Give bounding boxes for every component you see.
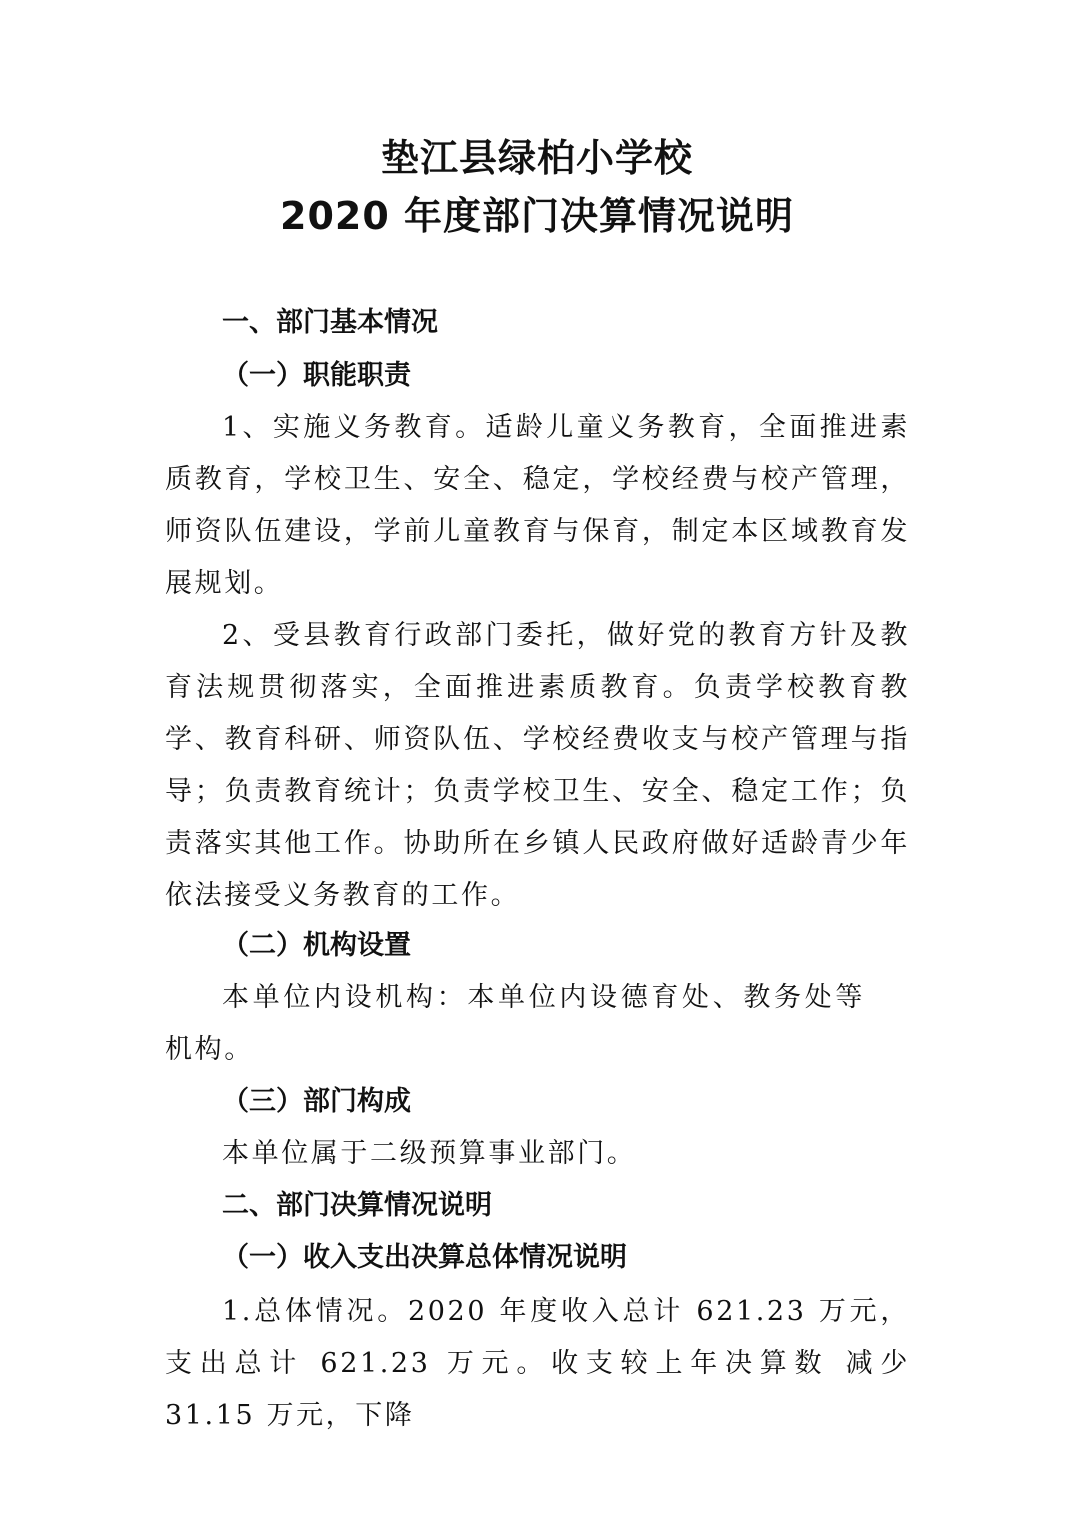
- paragraph-organization: 本单位内设机构：本单位内设德育处、教务处等机构。: [165, 982, 865, 1065]
- paragraph-functions-2: 2、受县教育行政部门委托，做好党的教育方针及教育法规贯彻落实，全面推进素质教育。负责学校教育教学、教育科研、师资队伍、学校经费收支与校产管理与指导；负责教育统计；负责学校卫生、安全、稳定工作；负责落实其他工作。协助所在乡镇人民政府做好适龄青少年依法接受义务教育的工作。: [165, 620, 910, 911]
- subheading-organization: （二）机构设置: [222, 930, 411, 961]
- subheading-income-expenditure: （一）收入支出决算总体情况说明: [222, 1242, 627, 1273]
- paragraph-composition: 本单位属于二级预算事业部门。: [222, 1138, 637, 1169]
- section-heading-basic-info: 一、部门基本情况: [222, 307, 438, 338]
- paragraph-overall-situation: 1.总体情况。2020 年度收入总计 621.23 万元，支出总计 621.23 万元。收支较上年决算数 减少 31.15 万元，下降: [165, 1296, 910, 1431]
- paragraph-functions-1: 1、实施义务教育。适龄儿童义务教育，全面推进素质教育，学校卫生、安全、稳定，学校经费与校产管理，师资队伍建设，学前儿童教育与保育，制定本区域教育发展规划。: [165, 412, 910, 599]
- document-title-line2: 2020 年度部门决算情况说明: [280, 194, 794, 238]
- section-heading-final-accounts: 二、部门决算情况说明: [222, 1190, 492, 1221]
- document-title-line1: 垫江县绿柏小学校: [380, 136, 693, 180]
- subheading-functions: （一）职能职责: [222, 360, 411, 391]
- subheading-composition: （三）部门构成: [222, 1086, 411, 1117]
